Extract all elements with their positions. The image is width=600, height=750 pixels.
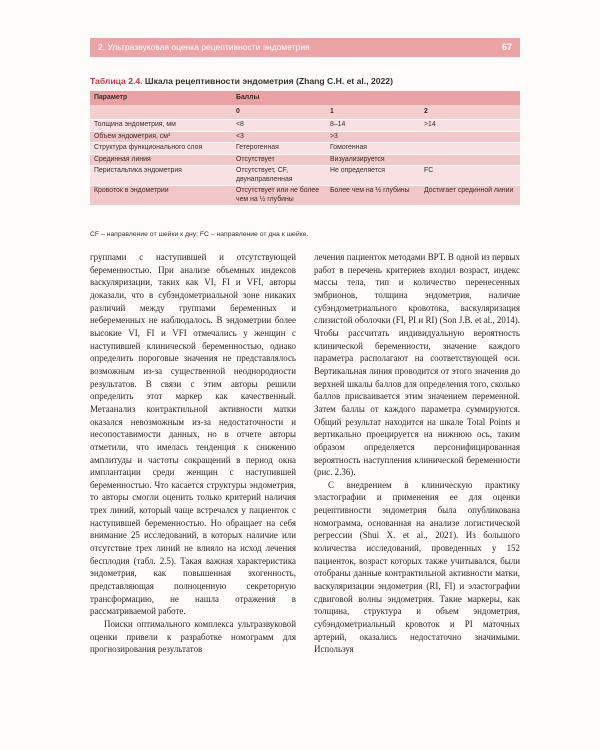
table-cell: Структура функционального слоя bbox=[90, 143, 232, 155]
receptivity-table bbox=[90, 91, 520, 205]
table-cell: Перистальтика эндометрия bbox=[90, 166, 232, 186]
table-cell: <8 bbox=[232, 120, 326, 132]
table-row bbox=[90, 186, 520, 206]
table-cell: Не определяется bbox=[326, 166, 420, 186]
running-header bbox=[90, 38, 520, 57]
table-cell bbox=[420, 131, 520, 143]
table-cell bbox=[420, 143, 520, 155]
table-cell: Кровоток в эндометрии bbox=[90, 186, 232, 206]
table-cell bbox=[420, 154, 520, 166]
table-footnote: CF – направление от шейки к дну; FC – направление от дна к шейке. bbox=[90, 231, 309, 238]
table-cell: >3 bbox=[326, 131, 420, 143]
table-cell: Более чем на ½ глубины bbox=[326, 186, 420, 206]
table-cell: FC bbox=[420, 166, 520, 186]
table-cell: Гетерогенная bbox=[232, 143, 326, 155]
paragraph: С внедрением в клиническую практику эластографии и применения ее для оценки рецептивности эндометрия была опубликована номограмма, основанная на анализе логистической регрессии (Shui X. et al., 2021). Из большого количества исследований, проведенных у 152 пациенток, возраст которых также учитывался, были отобраны данные контрактильной активности матки, васкуляризации эндометрия (RI, FI) и эластографии сдвиговой волны эндометрия. Такие маркеры, как толщина, структура и объем эндометрия, субэндометриальный кровоток и PI маточных артерий, оказались недостаточно значимыми. Используя bbox=[314, 479, 520, 655]
left-column bbox=[90, 251, 296, 656]
table-title: Шкала рецептивности эндометрия (Zhang C.H. et al., 2022) bbox=[142, 76, 393, 86]
section-title: 2. Ультразвуковая оценка рецептивности эндометрия bbox=[98, 42, 310, 52]
table-cell: Отсутствует или не более чем на ½ глубины bbox=[232, 186, 326, 206]
param-header: Параметр bbox=[90, 91, 232, 105]
paragraph: Поиски оптимального комплекса ультразвуковой оценки привели к разработке номограмм для прогнозирования результатов bbox=[90, 619, 296, 655]
table-subheader-row bbox=[90, 105, 520, 120]
table-cell: >14 bbox=[420, 120, 520, 132]
score-col: 2 bbox=[420, 105, 520, 120]
table-cell: <3 bbox=[232, 131, 326, 143]
table-number: Таблица 2.4. bbox=[90, 76, 143, 86]
table-header-row bbox=[90, 91, 520, 105]
scores-header: Баллы bbox=[232, 91, 520, 105]
table-caption bbox=[90, 76, 393, 86]
table-cell: Толщина эндометрия, мм bbox=[90, 120, 232, 132]
table-row bbox=[90, 120, 520, 132]
table-row bbox=[90, 131, 520, 143]
table-cell: Отсутствует bbox=[232, 154, 326, 166]
table-row bbox=[90, 143, 520, 155]
table-row bbox=[90, 154, 520, 166]
table-cell: Объем эндометрия, см³ bbox=[90, 131, 232, 143]
table-cell: Достигает срединной линии bbox=[420, 186, 520, 206]
table-cell: 8–14 bbox=[326, 120, 420, 132]
paragraph: лечения пациенток методами ВРТ. В одной из первых работ в перечень критериев входил возраст, индекс массы тела, тип и количество перенесенных эмбрионов, толщина эндометрия, наличие субэндометриального кровотока, васкуляризация слизистой оболочки (FI, PI и RI) (Son J.B. et al., 2014). Чтобы рассчитать индивидуальную вероятность клинической беременности, значение каждого параметра располагают на соответствующей оси. Вертикальная линия проводится от этого значения до верхней шкалы баллов для определения того, сколько баллов присваивается этим значением переменной. Затем баллы от каждого параметра суммируются. Общий результат находится на шкале Total Points и вертикально проецируется на нижнюю ось, таким образом определяется персонифицированная вероятность наступления клинической беременности (рис. 2.36). bbox=[314, 252, 520, 478]
score-col: 0 bbox=[232, 105, 326, 120]
score-col: 1 bbox=[326, 105, 420, 120]
table-cell: Отсутствует, CF, двунаправленная bbox=[232, 166, 326, 186]
table-row bbox=[90, 166, 520, 186]
table-cell: Срединная линия bbox=[90, 154, 232, 166]
right-column bbox=[314, 251, 520, 656]
paragraph: группами с наступившей и отсутствующей беременностью. При анализе объемных индексов васкуляризации, таких как VI, FI и VFI, авторы доказали, что в субэндометриальной зоне никаких различий между группами беременных и небеременных не наблюдалось. В эндометрии более высокие VI, FI и VFI отмечались у женщин с наступившей клинической беременностью, однако определить пороговые значения не представлялось возможным из-за существенной неоднородности результатов. В связи с этим авторы решили определить этот маркер как качественный. Метаанализ контрактильной активности матки оказался невозможным из-за недостаточности и несопоставимости данных, но в отчете авторы отметили, что имелась тенденция к снижению амплитуды и частоты сокращений в период окна имплантации среди женщин с наступившей беременностью. Что касается структуры эндометрия, то авторы смогли оценить только критерий наличия трех линий, который чаще встречался у пациенток с наступившей беременностью. Но обращает на себя внимание 25 исследований, в которых наличие или отсутствие трех линий не влияло на исход лечения бесплодия (табл. 2.5). Такая важная характеристика эндометрия, как повышенная эхогенность, представляющая полноценную секреторную трансформацию, не нашла отражения в рассматриваемой работе. bbox=[90, 252, 296, 617]
table-cell: Визуализируется bbox=[326, 154, 420, 166]
table-cell: Гомогенная bbox=[326, 143, 420, 155]
page-number: 67 bbox=[501, 42, 512, 52]
